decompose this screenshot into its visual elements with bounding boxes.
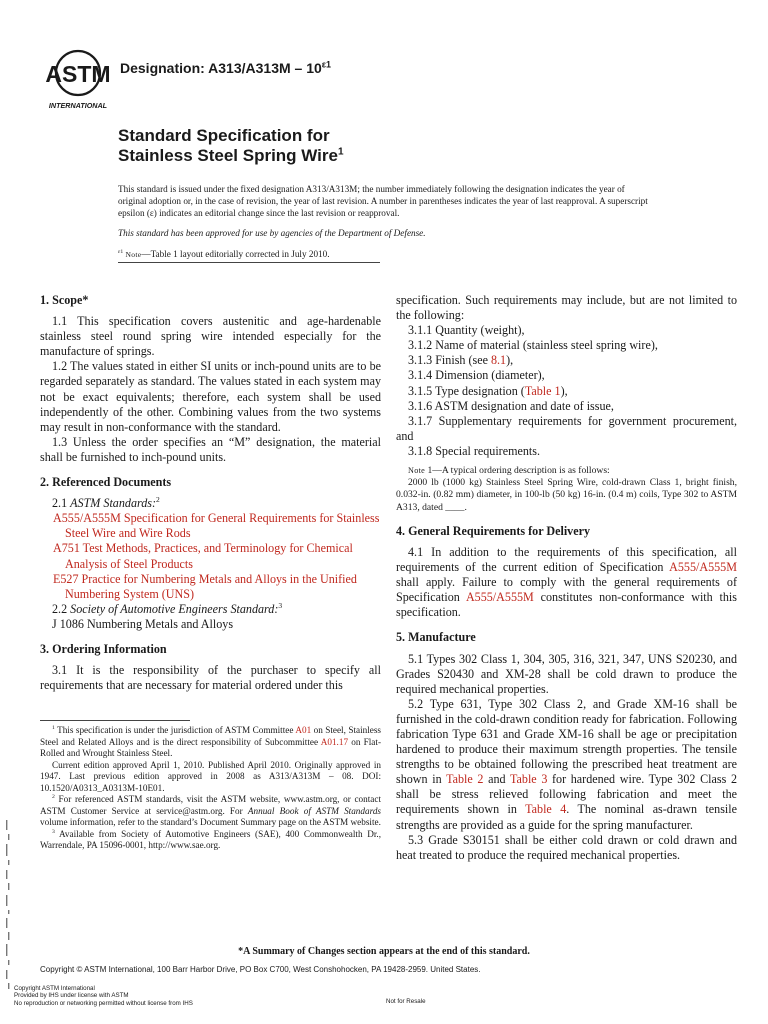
astm-logo — [42, 44, 114, 114]
para-1-1: 1.1 This specification covers austenitic and age-hardenable stainless steel round spring wire intended especially for the manufacture of springs. — [40, 314, 381, 359]
section-heading-scope: 1. Scope* — [40, 293, 89, 307]
para-2-2: 2.2 Society of Automotive Engineers Standard:$^3$ — [52, 600, 283, 616]
item-3-1-3: 3.1.3 Finish (see 8.1), — [408, 353, 514, 368]
section-heading-manufacture: 5. Manufacture — [396, 630, 476, 645]
section-heading-ordering: 3. Ordering Information — [40, 641, 167, 656]
resale-notice: Not for Resale — [386, 998, 426, 1005]
reference-e527[interactable]: E527 Practice for Numbering Metals and Alloys in the Unified Numbering System (UNS) — [53, 571, 357, 601]
item-3-1-6: 3.1.6 ASTM designation and date of issue, — [408, 398, 614, 413]
defense-text: This standard has been approved for use by agencies of the Department of Defense. — [118, 227, 426, 238]
footnote-2: $^2$ For referenced ASTM standards, visit the ASTM website, www.astm.org, or contact ASTM Customer Service at service@astm.org. For Annual Book of ASTM Standards volume information, refer to the standard’s Document Summary page on the ASTM website. — [40, 793, 381, 827]
title-line2: Stainless Steel Spring Wire$^1$ — [118, 146, 344, 165]
link-a01[interactable]: A01 — [295, 725, 312, 735]
logo-subtext: INTERNATIONAL — [48, 101, 108, 110]
designation — [120, 60, 331, 76]
ihs-license: Copyright ASTM International Provided by IHS under license with ASTM No reproduction or networking permitted without license from IHS — [14, 985, 193, 1007]
copyright-line: Copyright © ASTM International, 100 Barr Harbor Drive, PO Box C700, West Conshohocken, PA 19428-2959. United States. — [40, 965, 481, 974]
editorial-note: $^{\varepsilon 1}$ Note—Table 1 layout editorially corrected in July 2010. — [118, 248, 330, 259]
link-8-1[interactable]: 8.1 — [490, 353, 507, 368]
item-3-1-1: 3.1.1 Quantity (weight), — [408, 323, 525, 338]
para-3-1-cont: specification. Such requirements may include, but are not limited to the following: — [396, 293, 737, 323]
footnote-rule — [40, 720, 190, 721]
header-rule — [118, 262, 380, 263]
para-1-2: 1.2 The values stated in either SI units or inch-pound units are to be regarded separately as standard. The values stated in each system may not be exact equivalents; therefore, each system shall be used independently of the other. Combining values from the two systems may result in non-conformance with the standard. — [40, 359, 381, 434]
item-3-1-8: 3.1.8 Special requirements. — [408, 443, 540, 458]
para-5-3: 5.3 Grade S30151 shall be either cold drawn or cold drawn and heat treated to produce the required mechanical properties. — [396, 832, 737, 862]
reference-a751[interactable]: A751 Test Methods, Practices, and Terminology for Chemical Analysis of Steel Products — [53, 541, 353, 571]
footnotes — [40, 725, 381, 852]
logo-text: ASTM — [45, 61, 111, 87]
link-a555-1[interactable]: A555/A555M — [669, 560, 737, 575]
note-1-body: 2000 lb (1000 kg) Stainless Steel Spring Wire, cold-drawn Class 1, bright finish, 0.032-in. (0.82 mm) diameter, in 100-lb (50 kg) 16-in. (0.4 m) coils, Type 302 to ASTM A313, dated ____. — [396, 477, 737, 513]
issued-text: This standard is issued under the fixed designation A313/A313M; the number immediately following the designation indicates the year of original adoption or, in the case of revision, the year of last revision. A number in parentheses indicates the year of last reapproval. A superscript epsilon (ε) indicates an editorial change since the last revision or reapproval. — [118, 184, 648, 219]
link-a555-2[interactable]: A555/A555M — [465, 590, 534, 605]
footnote-3: $^3$ Available from Society of Automotive Engineers (SAE), 400 Commonwealth Dr., Warrendale, PA 15096-0001, http://www.sae.org. — [40, 828, 381, 850]
link-table-2[interactable]: Table 2 — [446, 772, 484, 787]
item-3-1-7: 3.1.7 Supplementary requirements for government procurement, and — [396, 413, 737, 443]
reference-a555[interactable]: A555/A555M Specification for General Requirements for Stainless Steel Wire and Wire Rods — [53, 511, 380, 541]
para-5-1: 5.1 Types 302 Class 1, 304, 305, 316, 321, 347, UNS S20230, and Grades S20430 and XM-28 shall be cold drawn to produce the required mechanical properties. — [396, 651, 737, 696]
reference-j1086: J 1086 Numbering Metals and Alloys — [52, 616, 234, 631]
item-3-1-4: 3.1.4 Dimension (diameter), — [408, 368, 545, 383]
note-1: Note 1—A typical ordering description is as follows: — [408, 465, 610, 477]
section-heading-general-requirements: 4. General Requirements for Delivery — [396, 523, 591, 538]
para-3-1: 3.1 It is the responsibility of the purchaser to specify all requirements that are necessary for material ordered under this — [40, 663, 381, 693]
section-heading-referenced-documents: 2. Referenced Documents — [40, 475, 172, 490]
link-a01-17[interactable]: A01.17 — [320, 736, 349, 747]
para-2-1: 2.1 ASTM Standards:$^2$ — [52, 495, 160, 511]
designation-sup: ε1 — [321, 59, 332, 70]
left-column — [40, 293, 381, 693]
para-1-3: 1.3 Unless the order specifies an “M” designation, the material shall be furnished to inch-pound units. — [40, 434, 381, 464]
summary-notice: *A Summary of Changes section appears at the end of this standard. — [238, 946, 530, 957]
link-table-3[interactable]: Table 3 — [509, 772, 548, 787]
item-3-1-5: 3.1.5 Type designation (Table 1), — [408, 383, 568, 398]
footnote-1-edition: Current edition approved April 1, 2010. Published April 2010. Originally approved in 1947. Last previous edition approved in 2008 as A313/A313M – 08. DOI: 10.1520/A0313_A0313M-10E01. — [40, 759, 381, 793]
intro-block — [118, 183, 652, 261]
item-3-1-2: 3.1.2 Name of material (stainless steel spring wire), — [408, 338, 658, 353]
right-column — [396, 293, 737, 863]
para-5-2: 5.2 Type 631, Type 302 Class 2, and Grade XM-16 shall be furnished in the cold-drawn condition ready for fabrication. Following fabrication Type 631 and Grade XM-16 shall be age or precipitation hardened to produce their maximum strength properties. The tensile strengths to be obtained following the prescribed heat treatment are shown in Table 2 and Table 3 for hardened wire. Type 302 Class 2 shall be stress relieved following fabrication and meet the requirements shown in Table 4. The nominal as-drawn tensile strengths are provided as a guide for the spring manufacturer. — [396, 696, 737, 832]
designation-text: Designation: A313/A313M – 10 — [120, 60, 322, 76]
footnote-1: $^1$ This specification is under the jurisdiction of ASTM Committee A01 on Steel, Stainless Steel and Related Alloys and is the direct responsibility of Subcommittee A01.17 on Flat-Rolled and Wrought Stainless Steel. — [40, 724, 381, 758]
document-title — [118, 126, 344, 166]
para-4-1: 4.1 In addition to the requirements of this specification, all requirements of the current edition of Specification A555/A555M shall apply. Failure to comply with the general requirements of Specification A555/A555M constitutes non-conformance with this specification. — [396, 544, 737, 620]
link-table-4[interactable]: Table 4 — [525, 802, 567, 817]
license-watermark-strip — [3, 820, 13, 1020]
title-line1: Standard Specification for — [118, 126, 330, 145]
link-table-1[interactable]: Table 1 — [524, 383, 561, 398]
